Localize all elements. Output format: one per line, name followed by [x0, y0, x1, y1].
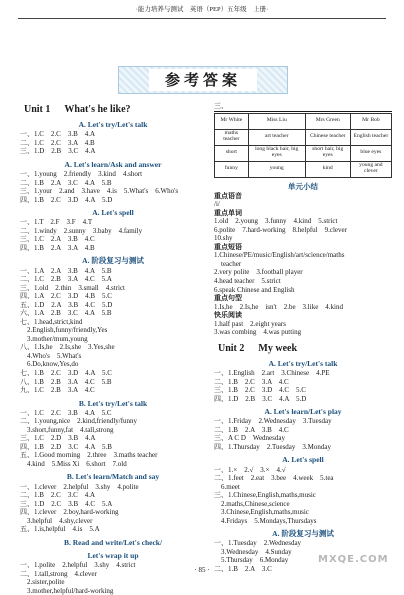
answer-line: 四、1.Thursday 2.Tuesday 3.Monday	[214, 442, 331, 451]
answer-line: teacher	[214, 259, 242, 268]
answer-line: 三、1.B 2.C 3.D 4.C 5.C	[214, 386, 306, 395]
answer-line: 二、1.C 2.B 3.A 4.C 5.A	[20, 275, 112, 284]
answer-line: 四、1.A 2.C 3.D 4.B 5.C	[20, 292, 112, 301]
answer-line: 三、A C D Wednesday	[214, 434, 285, 443]
answer-line: 五、1.is,helpful 4.is 5.A	[20, 525, 100, 534]
answer-line: 三、1.Chinese,English,maths,music	[214, 491, 316, 500]
answer-line: 二、1.C 2.C 3.A 4.B	[20, 138, 95, 147]
answer-line: 一、1.C 2.C 3.B 4.A 5.C	[20, 408, 112, 417]
answer-line: 3.helpful 4.shy,clever	[20, 516, 93, 525]
table-cell: kind	[305, 161, 350, 177]
subsection-label: 重点句型	[214, 294, 242, 303]
section-heading: A. Let's learn/Let's play	[264, 407, 342, 417]
answer-line: 八、1.Is,he 2.Is,she 3.Yes,she	[20, 343, 115, 352]
watermark-text: MXQE.COM	[318, 554, 389, 565]
answer-line: 三、1.old 2.thin 3.small 4.strict	[20, 283, 125, 292]
table-cell: funny	[215, 161, 249, 177]
answer-line: 二、1.B 2.A 3.B 4.C	[214, 425, 289, 434]
answer-line: 一、1.English 2.art 3.Chinese 4.PE	[214, 369, 330, 378]
answer-line: 一、1.clever 2.helpful 3.shy 4.polite	[20, 482, 139, 491]
answer-line: 3.Wednesday 4.Sunday	[214, 547, 292, 556]
answer-line: 四、1.B 2.D 3.C 4.A 5.B	[20, 442, 112, 451]
answer-line: 一、1.polite 2.helpful 3.shy 4.strict	[20, 561, 136, 570]
answer-line: 七、1.B 2.C 3.D 4.A 5.C	[20, 368, 112, 377]
answer-line: 二、1.B 2.C 3.C 4.A	[20, 491, 96, 500]
answer-line: 三、	[214, 102, 228, 110]
section-heading: A. 阶段复习与测试	[82, 256, 144, 266]
answer-line: 二、1.young,nice 2.kind,friendly/funny	[20, 417, 138, 426]
answer-line: 二、1.tall,strong 4.clever	[20, 569, 97, 578]
answer-line: 6.Do,know,Yes,do	[20, 360, 79, 369]
answer-line: 一、1.young 2.friendly 3.kind 4.short	[20, 170, 143, 179]
table-cell: short hair, big eyes	[305, 145, 350, 161]
answer-line: 一、1.C 2.C 3.B 4.A	[20, 130, 96, 139]
answer-line: 4.kind 5.Miss Xi 6.short 7.old	[20, 459, 127, 468]
unit-number: Unit 2	[218, 342, 245, 354]
table-row	[215, 145, 392, 161]
answer-key-banner	[118, 66, 288, 94]
left-column	[20, 98, 206, 595]
answer-line: 四、1.D 2.B 3.C 4.A 5.D	[214, 394, 307, 403]
answer-line: 3.was combing 4.was putting	[214, 328, 302, 337]
subsection-label: 重点短语	[214, 242, 242, 251]
answer-line: 二、1.B 2.A 3.C 4.A 5.B	[20, 178, 112, 187]
answer-line: 五、1.D 2.A 3.B 4.C 5.D	[20, 300, 113, 309]
table-cell: Mr Bob	[350, 113, 391, 129]
answer-line: 一、1.× 2.√ 3.× 4.√	[214, 465, 286, 474]
unit-number: Unit 1	[24, 104, 51, 115]
section-heading: A. Let's try/Let's talk	[78, 120, 148, 130]
answer-line: 1.Chinese/PE/music/English/art/science/maths	[214, 251, 345, 260]
answer-line: 二、1.B 2.A 3.C	[214, 565, 272, 574]
answer-line: 三、1.your 2.and 3.have 4.is 5.What's 6.Who's	[20, 187, 179, 196]
answer-line: 2.English,funny/friendly,Yes	[20, 326, 108, 335]
table-cell: Mr White	[215, 113, 249, 129]
section-heading: A. 阶段复习与测试	[272, 529, 334, 539]
answer-line: 四、1.B 2.A 3.A 4.B	[20, 243, 95, 252]
answer-line: 二、1.feet 2.eat 3.bee 4.week 5.tea	[214, 474, 334, 483]
answer-line: 3.Chinese,English,maths,music	[214, 508, 309, 517]
answer-line: 4.Who's 5.What's	[20, 351, 82, 360]
subsection-label: 快乐阅读	[214, 311, 242, 320]
answer-line: 四、1.B 2.C 3.D 4.A 5.D	[20, 195, 113, 204]
section-heading: B. Read and write/Let's check/	[63, 537, 163, 547]
answer-line: 6.meet	[214, 482, 240, 491]
answer-line: 三、1.C 2.A 3.B 4.C	[20, 235, 95, 244]
section-heading: B. Let's learn/Match and say	[66, 472, 160, 482]
unit-heading	[218, 343, 392, 355]
answer-line: 二、1.windy 2.sunny 3.baby 4.family	[20, 226, 143, 235]
answer-line: 5.Thursday 6.Monday	[214, 556, 289, 565]
answer-line: 四、1.clever 2.boy,hard-working	[20, 508, 119, 517]
right-column-body	[214, 182, 392, 574]
answer-line: 6.speak Chinese and English	[214, 285, 295, 294]
answer-line: 2.maths,Chinese,science	[214, 499, 290, 508]
answer-line: 二、1.B 2.C 3.A 4.C	[214, 377, 289, 386]
table-top-rule	[214, 111, 392, 112]
answer-table	[214, 113, 392, 178]
answer-line: 九、1.C 2.B 3.A 4.C	[20, 386, 95, 395]
answer-line: 一、1.Friday 2.Wednesday 3.Tuesday	[214, 417, 332, 426]
answer-line: 6.polite 7.hard-working 8.helpful 9.clever	[214, 225, 347, 234]
table-cell: Chinese teacher	[305, 129, 350, 145]
table-cell: Miss Liu	[248, 113, 305, 129]
answer-line: 八、1.B 2.B 3.A 4.C 5.B	[20, 377, 112, 386]
answer-line: 一、1.T 2.F 3.F 4.T	[20, 218, 93, 227]
table-cell: young and clever	[350, 161, 391, 177]
table-cell: short	[215, 145, 249, 161]
answer-line: 五、1.Good morning 2.three 3.maths teacher	[20, 451, 158, 460]
answer-line: 三、1.D 2.C 3.B 4.C 5.A	[20, 499, 113, 508]
table-cell: Mrs Green	[305, 113, 350, 129]
table-cell: young	[248, 161, 305, 177]
table-row	[215, 161, 392, 177]
answer-line: 1.Is,he 2.Is,he isn't 2.be 3.like 4.kind	[214, 302, 343, 311]
answer-line: 六、1.A 2.B 3.C 4.A 5.B	[20, 309, 112, 318]
answer-line: 1.half past 2.eight years	[214, 319, 286, 328]
answer-line: /i/	[214, 200, 220, 209]
table-row	[215, 113, 392, 129]
table-cell: English teacher	[350, 129, 391, 145]
answer-line: 一、1.Tuesday 2.Wednesday	[214, 539, 302, 548]
section-heading: A. Let's try/Let's talk	[268, 358, 338, 368]
answer-line: 4.head teacher 5.strict	[214, 276, 281, 285]
answer-line: 2.very polite 3.football player	[214, 268, 303, 277]
table-cell: long black hair, big eyes	[248, 145, 305, 161]
section-heading: Let's wrap it up	[87, 550, 139, 560]
answer-line: 三、1.C 2.D 3.B 4.A	[20, 434, 96, 443]
answer-line: 3.mother/mum,young	[20, 334, 88, 343]
answer-line: 3.mother,helpful/hard-working	[20, 586, 114, 595]
table-cell: blue eyes	[350, 145, 391, 161]
section-heading: A. Let's spell	[282, 455, 324, 465]
page-header: ·能力培养与测试 英语（PEP）五年级 上册·	[18, 6, 386, 19]
answer-line: 4.Fridays 5.Mondays,Thursdays	[214, 516, 317, 525]
subsection-label: 重点语音	[214, 191, 242, 200]
table-row	[215, 129, 392, 145]
unit-title: What's he like?	[64, 104, 131, 115]
answer-line: 1.old 2.young 3.funny 4.kind 5.strict	[214, 217, 338, 226]
subsection-label: 重点单词	[214, 208, 242, 217]
right-column	[214, 102, 392, 574]
section-heading: A. Let's learn/Ask and answer	[64, 159, 162, 169]
answer-line: 七、1.head,strict,kind	[20, 317, 83, 326]
section-heading: 单元小结	[288, 181, 318, 191]
table-cell: maths teacher	[215, 129, 249, 145]
unit-title: My week	[258, 342, 298, 354]
answer-line: 2.sister,polite	[20, 578, 65, 587]
table-cell: art teacher	[248, 129, 305, 145]
answer-line: 10.shy	[214, 234, 233, 243]
answer-line: 一、1.A 2.A 3.B 4.A 5.B	[20, 266, 112, 275]
section-heading: B. Let's try/Let's talk	[78, 398, 148, 408]
right-column-top	[214, 102, 392, 111]
page-number: · 85 ·	[194, 566, 210, 574]
answer-line: 3.short,funny,fat 4.tall,strong	[20, 425, 114, 434]
unit-heading	[24, 104, 206, 116]
banner-title: 参考答案	[149, 69, 257, 91]
section-heading: A. Let's spell	[92, 208, 134, 218]
answer-line: 三、1.D 2.B 3.C 4.A	[20, 147, 96, 156]
